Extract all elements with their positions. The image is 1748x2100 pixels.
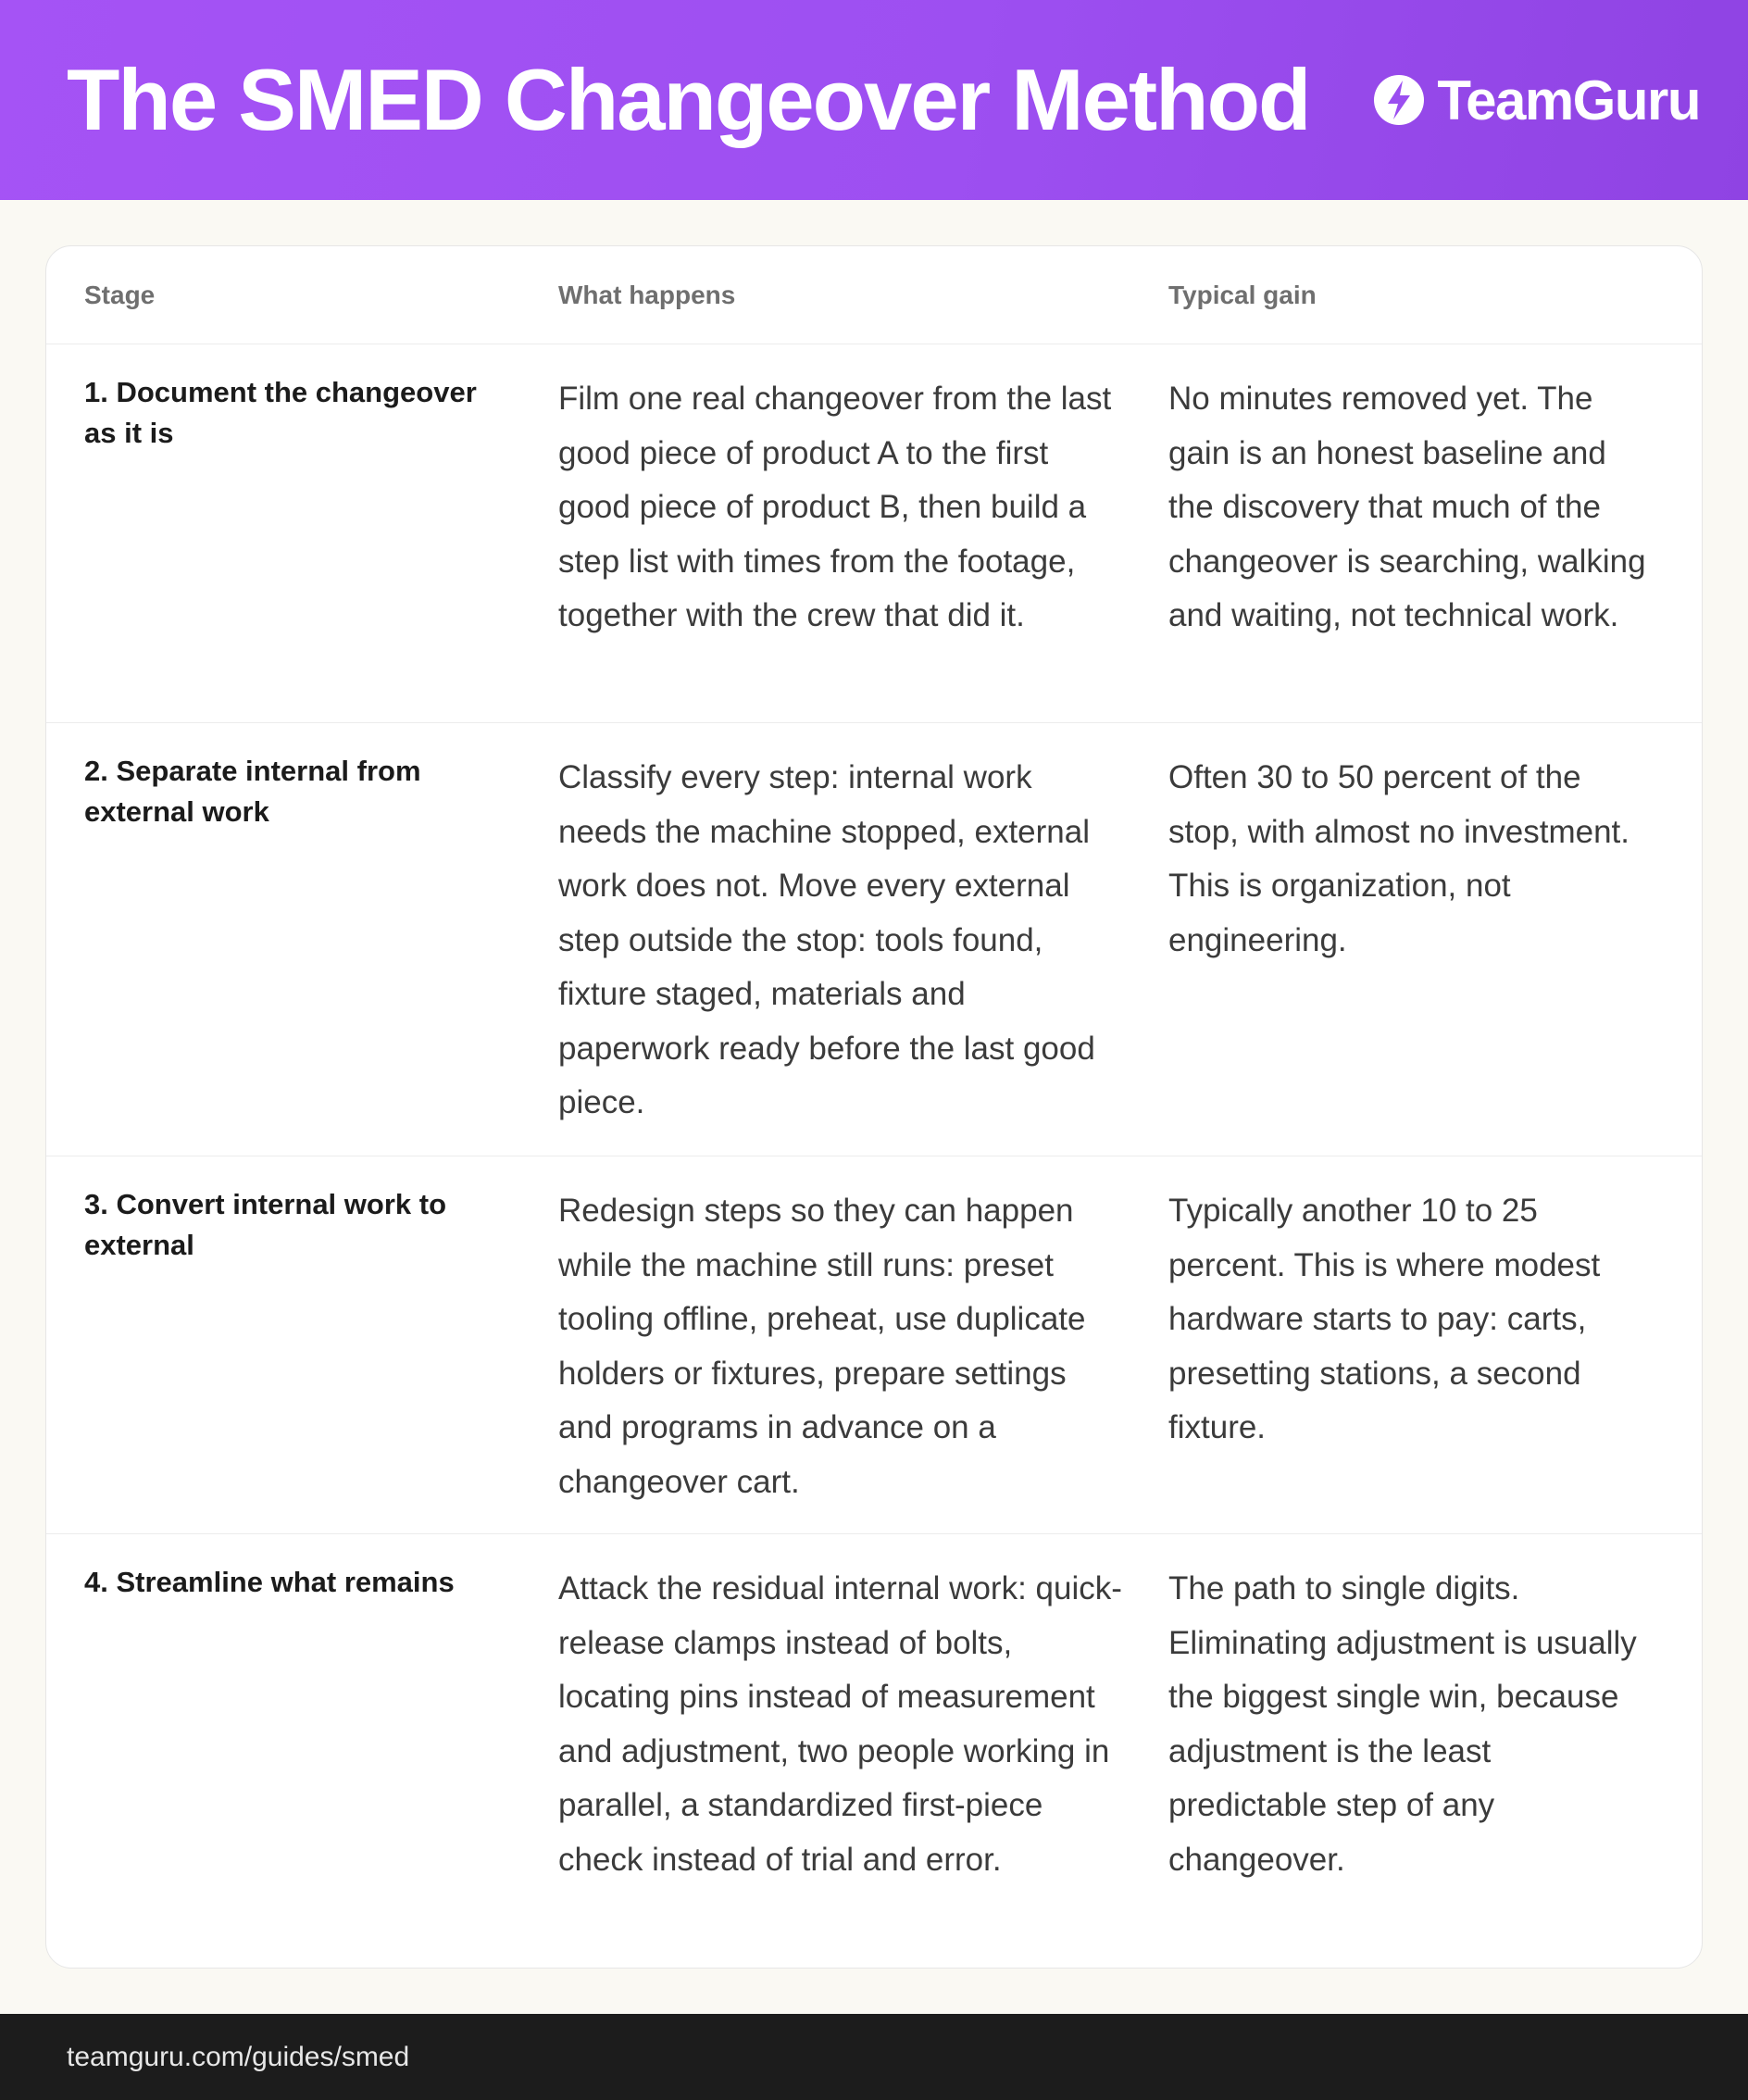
page-footer — [0, 2014, 1748, 2100]
smed-table — [45, 245, 1703, 1969]
table-row — [46, 344, 1702, 723]
table-header — [46, 246, 1702, 344]
stage-cell: 4. Streamline what remains — [84, 1566, 455, 1598]
what-happens-cell: Classify every step: internal work needs the machine stopped, external work does not. Move every external step outside the stop: tools found, fixture staged, materials and paperwork ready before the last good piece. — [558, 759, 1095, 1120]
typical-gain-cell: Often 30 to 50 percent of the stop, with almost no investment. This is organization, not engineering. — [1168, 759, 1629, 958]
what-happens-cell: Attack the residual internal work: quick-release clamps instead of bolts, locating pins instead of measurement and adjustment, two people working in parallel, a standardized first-piece check instead of trial and error. — [558, 1570, 1122, 1878]
typical-gain-cell: No minutes removed yet. The gain is an honest baseline and the discovery that much of the changeover is searching, walking and waiting, not technical work. — [1168, 381, 1646, 633]
table-row — [46, 1534, 1702, 1967]
what-happens-cell: Redesign steps so they can happen while the machine still runs: preset tooling offline, preheat, use duplicate holders or fixtures, prepare settings and programs in advance on a changeover cart. — [558, 1193, 1086, 1500]
page-title: The SMED Changeover Method — [67, 51, 1310, 148]
brand-name: TeamGuru — [1437, 69, 1700, 131]
column-header-what-happens: What happens — [558, 280, 736, 309]
what-happens-cell: Film one real changeover from the last good piece of product A to the first good piece of product B, then build a step list with times from the footage, together with the crew that did it. — [558, 381, 1112, 633]
brand-logo — [1372, 69, 1700, 132]
table-row — [46, 723, 1702, 1156]
typical-gain-cell: Typically another 10 to 25 percent. This is where modest hardware starts to pay: carts, presetting stations, a second fixture. — [1168, 1193, 1601, 1445]
stage-cell: 2. Separate internal from external work — [84, 755, 421, 828]
column-header-typical-gain: Typical gain — [1168, 280, 1317, 309]
typical-gain-cell: The path to single digits. Eliminating adjustment is usually the biggest single win, because adjustment is the least predictable step of any changeover. — [1168, 1570, 1637, 1878]
footer-url: teamguru.com/guides/smed — [67, 2041, 410, 2072]
table-row — [46, 1156, 1702, 1534]
bolt-circle-logo-icon — [1372, 73, 1426, 127]
column-header-stage: Stage — [84, 280, 156, 309]
stage-cell: 1. Document the changeover as it is — [84, 376, 477, 449]
page-header — [0, 0, 1748, 200]
stage-cell: 3. Convert internal work to external — [84, 1188, 447, 1261]
